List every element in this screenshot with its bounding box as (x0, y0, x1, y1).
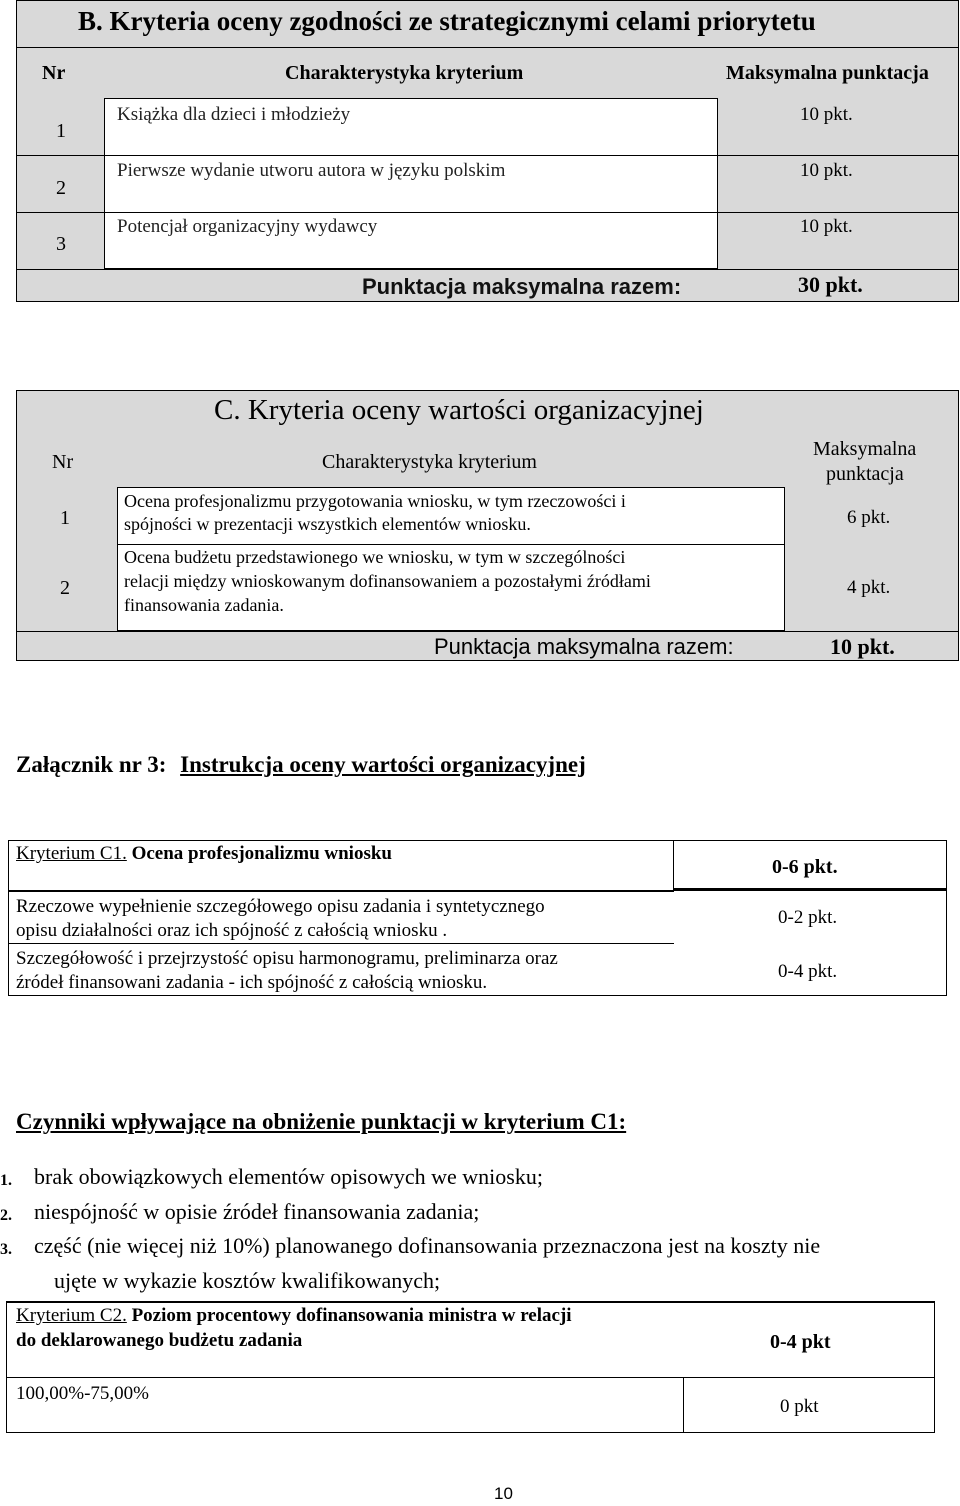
annex-prefix: Załącznik nr 3: (16, 752, 167, 777)
list-item: niespójność w opisie źródeł finansowania zadania; (34, 1199, 480, 1224)
c1-label: Kryterium C1. (16, 843, 127, 864)
list-number: 1. (0, 1172, 12, 1189)
section-c-title: C. Kryteria oceny wartości organizacyjnej (214, 394, 704, 426)
c2-range-points: 0 pkt (780, 1396, 819, 1417)
row-text-line: Ocena profesjonalizmu przygotowania wniosku, w tym rzeczowości i (124, 491, 626, 511)
annex-heading (16, 752, 586, 778)
total-value: 30 pkt. (798, 272, 863, 297)
header-max-score-line2: punktacja (826, 463, 904, 485)
row-text-line: spójności w prezentacji wszystkich elementów wniosku. (124, 514, 531, 534)
header-nr: Nr (52, 451, 74, 473)
c1-max: 0-6 pkt. (772, 856, 838, 878)
annex-title: Instrukcja oceny wartości organizacyjnej (180, 752, 586, 777)
header-characteristic: Charakterystyka kryterium (285, 62, 524, 84)
row-nr: 1 (56, 120, 66, 142)
row-nr: 2 (60, 577, 70, 599)
list-item: brak obowiązkowych elementów opisowych we wniosku; (34, 1164, 543, 1189)
c2-heading (16, 1305, 572, 1327)
row-nr: 3 (56, 233, 66, 255)
factors-title: Czynniki wpływające na obniżenie punktacji w kryterium C1: (16, 1109, 627, 1134)
row-text-line: relacji między wnioskowanym dofinansowaniem a pozostałymi źródłami (124, 571, 651, 591)
row-text-line: finansowania zadania. (124, 595, 284, 615)
row-points: 10 pkt. (800, 160, 853, 181)
row-points: 6 pkt. (847, 507, 891, 528)
list-number: 2. (0, 1207, 12, 1224)
c1-item-line: źródeł finansowani zadania - ich spójność z całością wniosku. (16, 972, 488, 993)
row-text-line: Ocena budżetu przedstawionego we wniosku, w tym w szczególności (124, 547, 626, 567)
row-text: Pierwsze wydanie utworu autora w języku polskim (117, 160, 506, 181)
row-points: 10 pkt. (800, 104, 853, 125)
c2-label: Kryterium C2. (16, 1305, 127, 1326)
c1-item-line: Rzeczowe wypełnienie szczegółowego opisu zadania i syntetycznego (16, 896, 545, 917)
row-nr: 2 (56, 177, 66, 199)
list-number: 3. (0, 1241, 12, 1258)
header-max-score: Maksymalna punktacja (726, 62, 929, 84)
row-text: Potencjał organizacyjny wydawcy (117, 216, 378, 237)
section-b-title: B. Kryteria oceny zgodności ze strategicznymi celami priorytetu (78, 6, 816, 36)
c1-item-line: opisu działalności oraz ich spójność z całością wniosku . (16, 920, 448, 941)
c2-range: 100,00%-75,00% (16, 1383, 149, 1404)
total-value: 10 pkt. (830, 634, 895, 659)
row-text: Książka dla dzieci i młodzieży (117, 104, 351, 125)
list-item-continuation: ujęte w wykazie kosztów kwalifikowanych; (54, 1268, 441, 1293)
total-label: Punktacja maksymalna razem: (434, 634, 734, 659)
row-nr: 1 (60, 507, 70, 529)
c2-title: Poziom procentowy dofinansowania ministra w relacji (126, 1305, 572, 1326)
list-item: część (nie więcej niż 10%) planowanego dofinansowania przeznaczona jest na koszty nie (34, 1233, 821, 1258)
c2-title-line2: do deklarowanego budżetu zadania (16, 1330, 303, 1351)
row-points: 10 pkt. (800, 216, 853, 237)
c2-max: 0-4 pkt (770, 1331, 831, 1353)
c1-item-points: 0-4 pkt. (778, 961, 838, 982)
header-max-score-line1: Maksymalna (813, 438, 917, 460)
row-points: 4 pkt. (847, 577, 891, 598)
c1-title: Ocena profesjonalizmu wniosku (126, 843, 392, 864)
header-nr: Nr (42, 62, 66, 84)
c1-item-points: 0-2 pkt. (778, 907, 838, 928)
page-number: 10 (494, 1484, 513, 1503)
total-label: Punktacja maksymalna razem: (362, 274, 682, 299)
c1-heading (16, 843, 392, 865)
c1-item-line: Szczegółowość i przejrzystość opisu harmonogramu, preliminarza oraz (16, 948, 558, 969)
header-characteristic: Charakterystyka kryterium (322, 451, 537, 473)
